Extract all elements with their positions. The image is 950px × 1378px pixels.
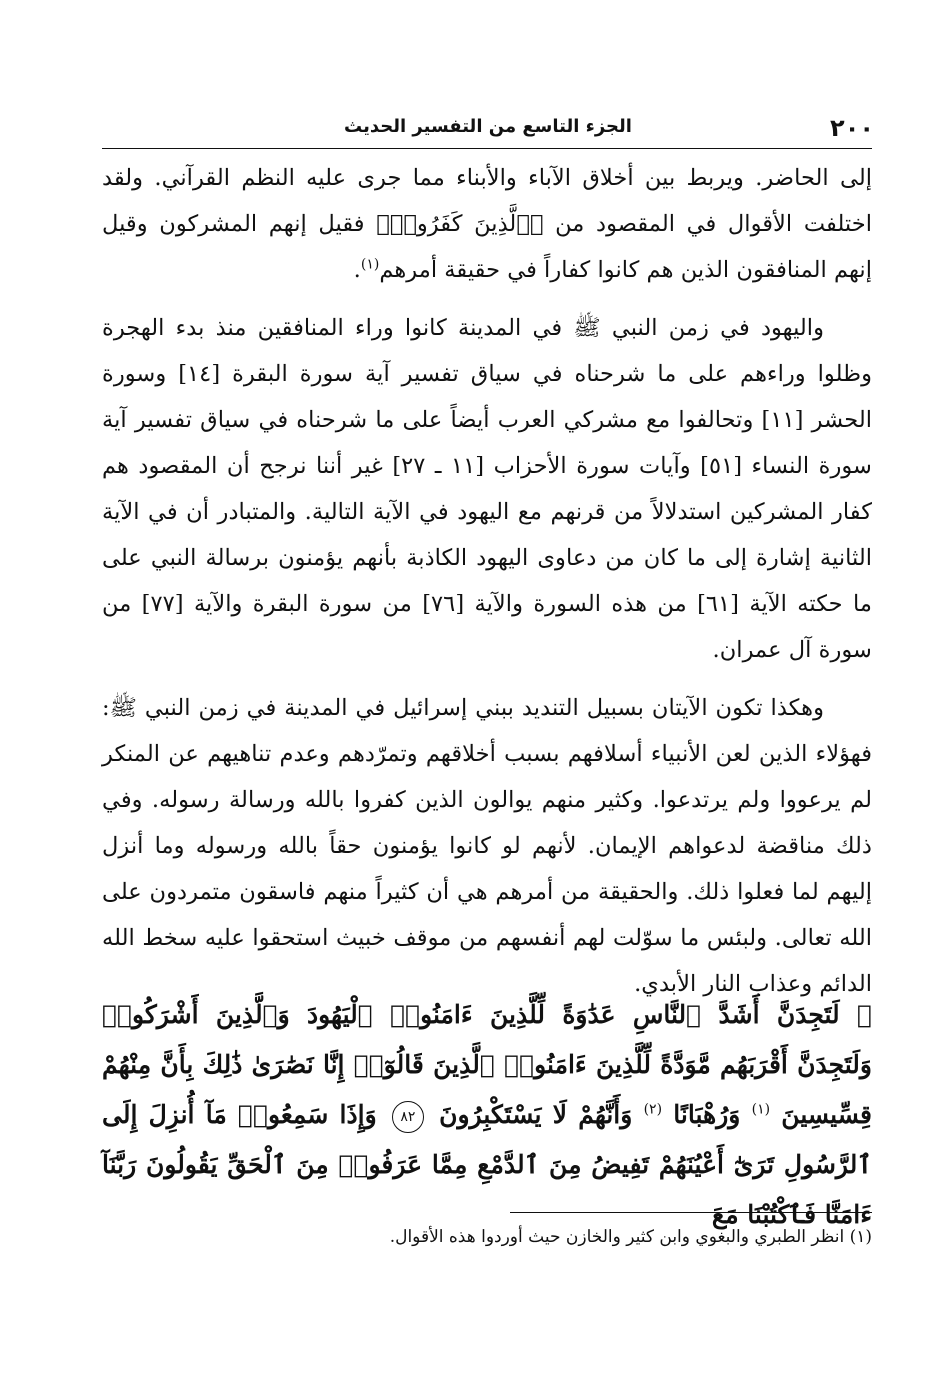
body-text (102, 155, 872, 1019)
footnote-number: (١) (849, 1227, 872, 1247)
ayah-number-marker: ٨٢ (392, 1101, 424, 1133)
header-divider (102, 148, 872, 149)
paragraph-1-end: . (353, 257, 361, 283)
page-number: ٢٠٠ (830, 114, 874, 142)
quran-ref-2: (٢) (643, 1101, 663, 1118)
quran-verse-82-part2: وَرُهْبَانًا (673, 1100, 741, 1129)
quran-verse-82-part1: ﴿ لَتَجِدَنَّ أَشَدَّ ٱلنَّاسِ عَدَٰوَةً لِّلَّذِينَ ءَامَنُوا۟ ٱلْيَهُودَ وَٱلَّذِينَ أَشْرَكُوا۟ وَلَتَجِدَنَّ أَقْرَبَهُم مَّوَدَّةً لِّلَّذِينَ ءَامَنُوا۟ ٱلَّذِينَ قَالُوٓا۟ إِنَّا نَصَٰرَىٰ ذَٰلِكَ بِأَنَّ مِنْهُمْ قِسِّيسِينَ (102, 1000, 872, 1129)
paragraph-3: وهكذا تكون الآيتان بسبيل التنديد ببني إسرائيل في المدينة في زمن النبي ﷺ: فهؤلاء الذين لعن الأنبياء أسلافهم بسبب أخلاقهم وتمرّدهم وعدم تناهيهم عن المنكر لم يرعووا ولم يرتدعوا. وكثير منهم يوالون الذين كفروا بالله ورسالة رسوله. وفي ذلك مناقضة لدعواهم الإيمان. لأنهم لو كانوا يؤمنون حقاً بالله ورسوله وما أنزل إليهم لما فعلوا ذلك. والحقيقة من أمرهم هي أن كثيراً منهم فاسقون متمردون على الله تعالى. ولبئس ما سوّلت لهم أنفسهم من موقف خبيث استحقوا عليه سخط الله الدائم وعذاب النار الأبدي. (102, 695, 872, 997)
footnote-divider (510, 1212, 872, 1213)
paragraph-2: واليهود في زمن النبي ﷺ في المدينة كانوا وراء المنافقين منذ بدء الهجرة وظلوا وراءهم على ما شرحناه في سياق تفسير آية سورة البقرة [١٤] وسورة الحشر [١١] وتحالفوا مع مشركي العرب أيضاً على ما شرحناه في سياق تفسير آية سورة النساء [٥١] وآيات سورة الأحزاب [١١ ـ ٢٧] غير أننا نرجح أن المقصود هم كفار المشركين استدلالاً من قرنهم مع اليهود في الآية التالية. والمتبادر أن في الآية الثانية إشارة إلى ما كان من دعاوى اليهود الكاذبة بأنهم يؤمنون برسالة النبي على ما حكته الآية [٦١] من هذه السورة والآية [٧٦] من سورة البقرة والآية [٧٧] من سورة آل عمران. (102, 315, 872, 663)
quran-verse-83: وَإِذَا سَمِعُوا۟ مَآ أُنزِلَ إِلَى ٱلرَّسُولِ تَرَىٰٓ أَعْيُنَهُمْ تَفِيضُ مِنَ ٱلدَّمْعِ مِمَّا عَرَفُوا۟ مِنَ ٱلْحَقِّ يَقُولُونَ رَبَّنَآ ءَامَنَّا فَٱكْتُبْنَا مَعَ (102, 1100, 872, 1229)
quran-verse-82-part3: وَأَنَّهُمْ لَا يَسْتَكْبِرُونَ (439, 1100, 633, 1129)
running-title: الجزء التاسع من التفسير الحديث (344, 116, 632, 137)
footnote-1 (102, 1220, 872, 1254)
footnote-text: انظر الطبري والبغوي وابن كثير والخازن حيث أوردوا هذه الأقوال. (389, 1227, 845, 1247)
footnote-ref-1: (١) (360, 256, 380, 273)
page-header (102, 110, 874, 146)
quran-verses (102, 990, 872, 1240)
paragraph-1-text: إلى الحاضر. ويربط بين أخلاق الآباء والأبناء مما جرى عليه النظم القرآني. ولقد اختلفت الأقوال في المقصود من ﴿ٱلَّذِينَ كَفَرُوا۟﴾ فقيل إنهم المشركون وقيل إنهم المنافقون الذين هم كانوا كفاراً في حقيقة أمرهم (102, 165, 872, 283)
quran-ref-1: (١) (751, 1101, 771, 1118)
paragraph-1 (102, 155, 872, 293)
